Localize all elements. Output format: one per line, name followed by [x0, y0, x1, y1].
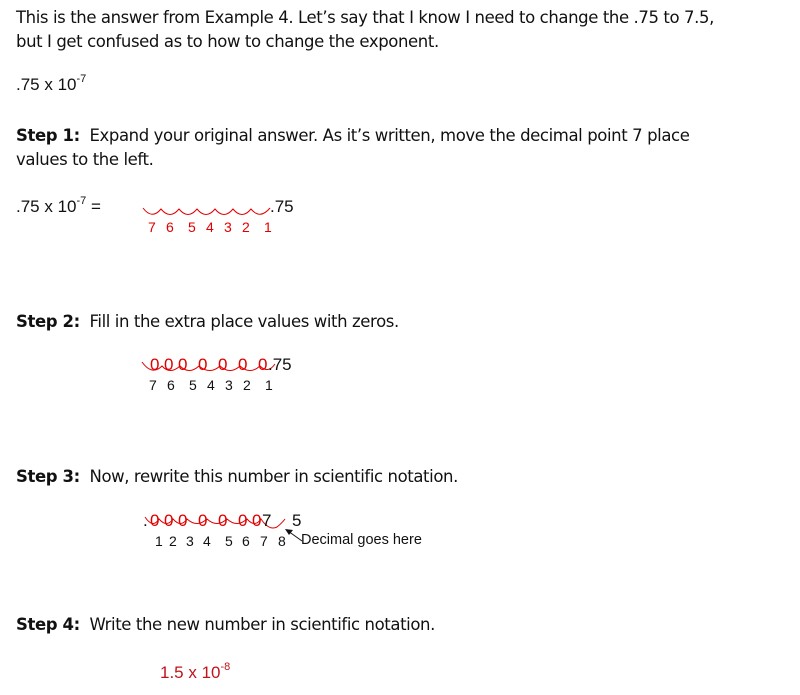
step2-zero: 0 [150, 355, 160, 374]
step3-text: Now, rewrite this number in scientific notation. [89, 467, 458, 486]
step1-index: 5 [188, 219, 196, 235]
step4-label: Step 4: [16, 615, 80, 634]
step3-place-indices [155, 533, 295, 549]
step2-index: 7 [149, 377, 157, 393]
step2-text: Fill in the extra place values with zeros. [89, 312, 399, 331]
step3-zero: 0 [164, 511, 174, 530]
original-base: .75 x 10 [16, 75, 77, 94]
step2-zero: 0 [198, 355, 208, 374]
intro-line-1: This is the answer from Example 4. Let’s say that I know I need to change the .75 to 7.5, [16, 8, 714, 27]
step2-index: 5 [189, 377, 197, 393]
step2-label: Step 2: [16, 312, 80, 331]
step1-equation-exponent: -7 [76, 195, 87, 207]
step2-index: 3 [225, 377, 233, 393]
step3-digit-seven: 7 [262, 511, 272, 530]
step3-zero: 0 [198, 511, 208, 530]
step3-index: 8 [278, 533, 286, 549]
original-exponent: -7 [76, 73, 87, 85]
step1-decimal-hop-arcs [143, 206, 273, 220]
step3-annotation: Decimal goes here [301, 532, 422, 548]
step4-answer [160, 663, 230, 683]
step1-label: Step 1: [16, 126, 80, 145]
step4-instructions [16, 613, 435, 637]
step1-instructions [16, 124, 689, 172]
step3-index: 6 [242, 533, 250, 549]
step2-instructions [16, 310, 399, 334]
step3-zero: 0 [178, 511, 188, 530]
step2-index: 6 [167, 377, 175, 393]
step1-index: 1 [264, 219, 272, 235]
step1-index: 4 [206, 219, 214, 235]
step3-leading-decimal: . [143, 511, 148, 530]
step2-zero: 0 [164, 355, 174, 374]
step1-place-indices [148, 219, 278, 235]
step3-index: 1 [155, 533, 163, 549]
step2-zero: 0 [258, 355, 268, 374]
step2-zero: 0 [238, 355, 248, 374]
step3-index: 7 [260, 533, 268, 549]
step1-text-line1: Expand your original answer. As it’s written, move the decimal point 7 place [89, 126, 690, 145]
step3-zero: 0 [218, 511, 228, 530]
intro-paragraph [16, 6, 714, 54]
step2-result: .75 [268, 355, 292, 374]
step2-index: 4 [207, 377, 215, 393]
step1-equals: = [91, 197, 101, 216]
step2-zero: 0 [218, 355, 228, 374]
step1-index: 3 [224, 219, 232, 235]
step1-index: 6 [166, 219, 174, 235]
step3-zero: 0 [252, 511, 262, 530]
step1-result: .75 [270, 197, 294, 216]
original-expression [16, 75, 86, 95]
step3-index: 2 [169, 533, 177, 549]
step3-label: Step 3: [16, 467, 80, 486]
step1-index: 7 [148, 219, 156, 235]
step4-text: Write the new number in scientific notation. [89, 615, 435, 634]
step2-index: 2 [243, 377, 251, 393]
step1-equation [16, 197, 101, 217]
step2-zero: 0 [178, 355, 188, 374]
step1-text-line2: values to the left. [16, 150, 154, 169]
step2-place-indices [149, 377, 279, 393]
step1-equation-base: .75 x 10 [16, 197, 77, 216]
step4-answer-exponent: -8 [220, 661, 231, 673]
step1-index: 2 [242, 219, 250, 235]
step3-zero: 0 [238, 511, 248, 530]
step3-index: 3 [186, 533, 194, 549]
step3-digit-five: 5 [292, 511, 302, 530]
step2-index: 1 [265, 377, 273, 393]
step3-instructions [16, 465, 458, 489]
step3-index: 4 [203, 533, 211, 549]
step4-answer-base: 1.5 x 10 [160, 663, 221, 682]
step3-index: 5 [225, 533, 233, 549]
step3-zero: 0 [150, 511, 160, 530]
intro-line-2: but I get confused as to how to change the exponent. [16, 32, 439, 51]
